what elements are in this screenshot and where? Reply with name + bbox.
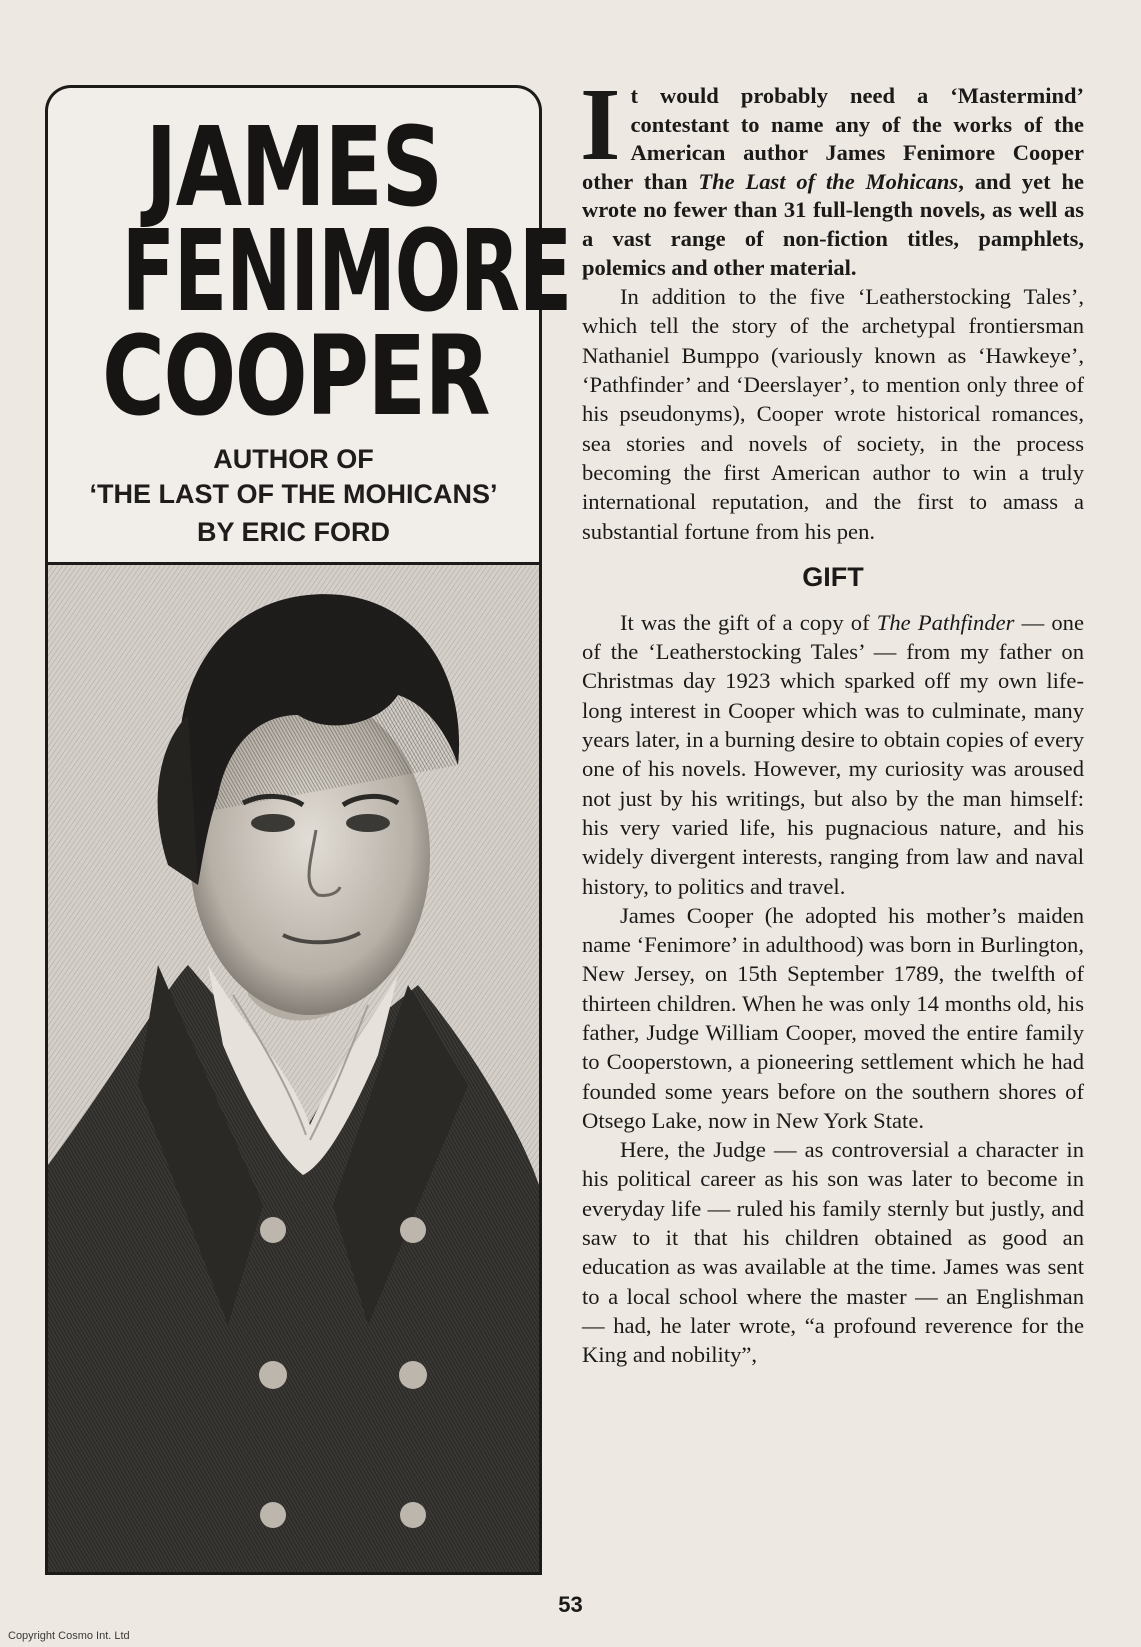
paragraph-2	[582, 608, 1084, 901]
paragraph-1: In addition to the five ‘Leatherstocking Tales’, which tell the story of the archetypal frontiersman Nathaniel Bumppo (variously known as ‘Hawkeye’, ‘Pathfinder’ and ‘Deerslayer’, to mention only three of his pseudonyms), Cooper wrote historical romances, sea stories and novels of society, in the process becoming the first American author to win a truly international reputation, and the first to amass a substantial fortune from his pen.	[582, 284, 1084, 544]
title-panel	[45, 85, 571, 563]
paragraph-3: James Cooper (he adopted his mother’s maiden name ‘Fenimore’ in adulthood) was born in Burlington, New Jersey, on 15th September 1789, the twelfth of thirteen children. When he was only 14 months old, his father, Judge William Cooper, moved the entire family to Cooperstown, a pioneering settlement which he had founded some years before on the southern shores of Otsego Lake, now in New York State.	[582, 902, 1084, 1133]
para2-text: It was the gift of a copy of	[620, 609, 877, 635]
byline: BY ERIC FORD	[196, 517, 391, 547]
title-line-1: JAMES	[145, 103, 442, 231]
lead-italic-title: The Last of the Mohicans	[698, 168, 959, 194]
article-column	[580, 67, 1084, 1370]
drop-cap: I	[580, 67, 621, 182]
lead-text-end: , and yet he wrote no fewer than 31 full-length novels, as well as a vast range of non-fiction titles, pamphlets, polemics and other material.	[582, 168, 1084, 280]
subtitle-author-of: AUTHOR OF	[213, 444, 374, 474]
para2-italic-title: The Pathfinder	[876, 609, 1015, 635]
copyright-notice: Copyright Cosmo Int. Ltd	[8, 1630, 130, 1642]
subtitle-book-title: ‘THE LAST OF THE MOHICANS’	[89, 479, 498, 509]
para2-text-end: — one of the ‘Leatherstocking Tales’ — from my father on Christmas day 1923 which sparked off my own life-long interest in Cooper which was to culminate, many years later, in a burning desire to obtain copies of every one of his novels. However, my curiosity was aroused not just by his writings, but also by the man himself: his very varied life, his pugnacious nature, and his widely divergent interests, ranging from law and naval history, to politics and travel.	[582, 609, 1084, 899]
portrait-image	[48, 565, 539, 1572]
portrait-engraving	[45, 562, 542, 1575]
lead-text: t would probably need a ‘Mastermind’ contestant to name any of the works of the American author James Fenimore Cooper other than	[582, 83, 1084, 194]
title-line-2: FENIMORE	[121, 207, 571, 337]
paragraph-4: Here, the Judge — as controversial a character in his political career as his son was later to become in everyday life — ruled his family sternly but justly, and saw to it that his children obtained as good an education as was available at the time. James was sent to a local school where the master — an Englishman — had, he later wrote, “a profound reverence for the King and nobility”,	[582, 1137, 1084, 1368]
title-line-3: COOPER	[102, 312, 490, 440]
section-heading-gift: GIFT	[802, 561, 864, 592]
page-number: 53	[558, 1592, 583, 1617]
article-lead	[580, 67, 1084, 282]
